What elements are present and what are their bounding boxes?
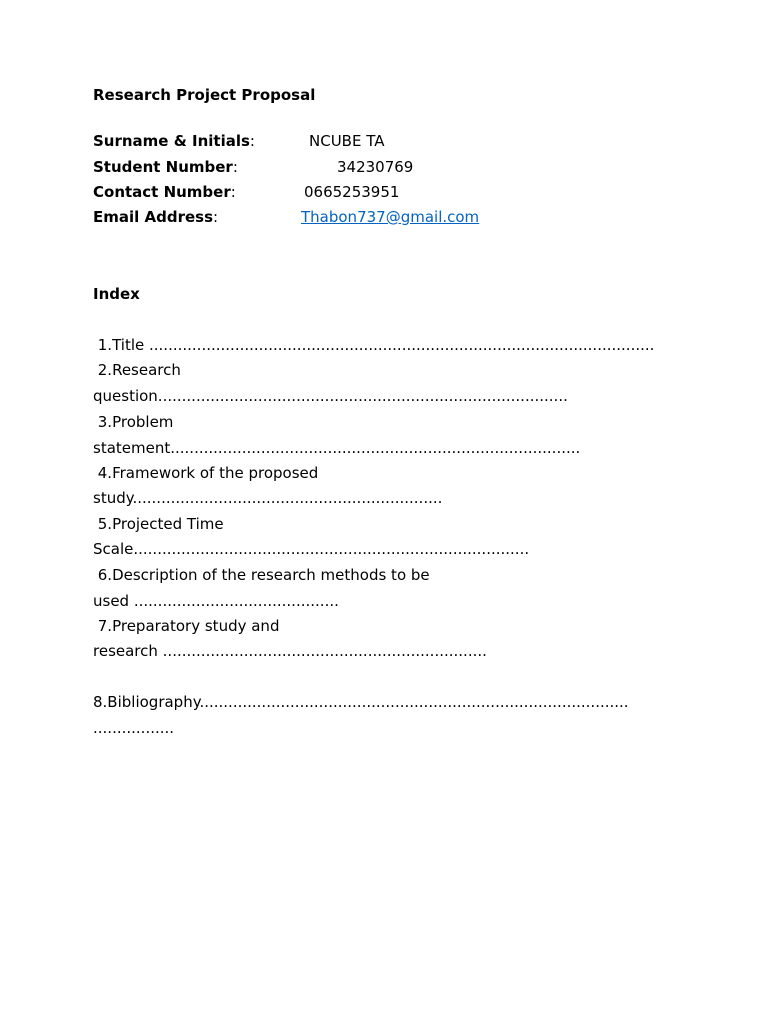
toc-line: 6.Description of the research methods to be	[93, 566, 430, 584]
surname-value: NCUBE TA	[309, 132, 385, 150]
info-row-contact-number	[93, 183, 400, 205]
toc-line: statement......................................................................................	[93, 439, 581, 457]
toc-line: 5.Projected Time	[93, 515, 224, 533]
toc-line: 3.Problem	[93, 413, 174, 431]
surname-label: Surname & Initials	[93, 132, 250, 150]
student-number-label: Student Number	[93, 158, 233, 176]
contact-number-separator: :	[230, 183, 236, 201]
contact-number-value: 0665253951	[304, 183, 400, 201]
document-title: Research Project Proposal	[93, 86, 316, 104]
toc-line: study.................................................................	[93, 489, 443, 507]
info-row-student-number	[93, 158, 414, 180]
toc-line: .................	[93, 719, 175, 737]
contact-number-label: Contact Number	[93, 183, 231, 201]
student-number-separator: :	[232, 158, 238, 176]
student-number-value: 34230769	[337, 158, 414, 176]
info-row-email	[93, 208, 480, 230]
toc-line: used ...........................................	[93, 592, 339, 610]
toc-line: 1.Title ..........................................................................................................	[93, 336, 655, 354]
email-separator: :	[213, 208, 219, 226]
surname-separator: :	[249, 132, 255, 150]
email-label: Email Address	[93, 208, 214, 226]
toc-line: Scale...................................................................................	[93, 540, 530, 558]
toc-line: 4.Framework of the proposed	[93, 464, 319, 482]
email-link[interactable]: Thabon737@gmail.com	[301, 208, 480, 226]
toc-line: 7.Preparatory study and	[93, 617, 280, 635]
index-heading: Index	[93, 285, 140, 303]
toc-line: 8.Bibliography..........................................................................................	[93, 693, 629, 711]
toc-line: research ....................................................................	[93, 642, 487, 660]
toc-line: question......................................................................................	[93, 387, 568, 405]
info-row-surname	[93, 132, 385, 154]
toc-line: 2.Research	[93, 361, 181, 379]
